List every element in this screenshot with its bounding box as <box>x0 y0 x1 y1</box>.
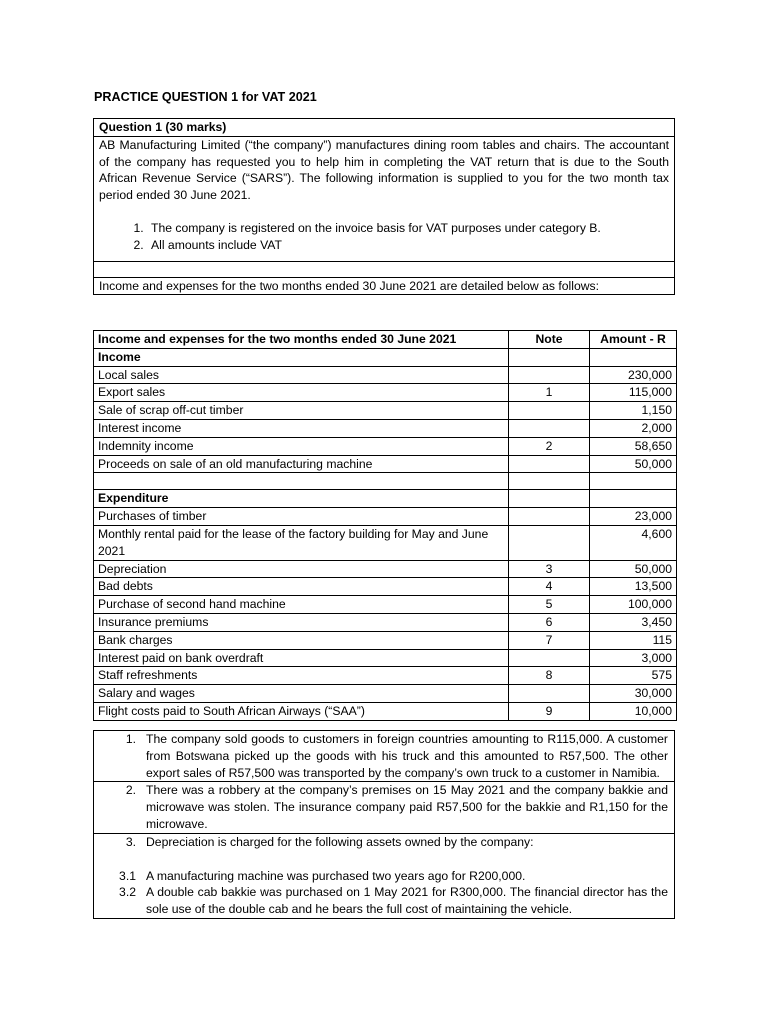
row-note: 8 <box>509 667 590 685</box>
row-amount <box>590 348 677 366</box>
note-subitem <box>94 884 668 918</box>
note-text: There was a robbery at the company’s premises on 15 May 2021 and the company bakkie and microwave was stolen. The insurance company paid R57,500 for the bakkie and R1,150 for the microwave. <box>146 783 668 831</box>
row-label: Interest income <box>94 419 509 437</box>
row-label: Flight costs paid to South African Airways (“SAA”) <box>94 702 509 720</box>
row-label: Staff refreshments <box>94 667 509 685</box>
row-label: Proceeds on sale of an old manufacturing machine <box>94 455 509 473</box>
row-amount: 4,600 <box>590 525 677 560</box>
table-row <box>94 596 677 614</box>
table-row <box>94 384 677 402</box>
question-point: 1. The company is registered on the invoice basis for VAT purposes under category B. <box>147 220 669 237</box>
row-label: Export sales <box>94 384 509 402</box>
row-amount: 2,000 <box>590 419 677 437</box>
table-row <box>94 525 677 560</box>
row-label: Income <box>94 348 509 366</box>
row-note: 6 <box>509 613 590 631</box>
header-amount: Amount - R <box>590 331 677 349</box>
header-description: Income and expenses for the two months ended 30 June 2021 <box>94 331 509 349</box>
row-amount: 30,000 <box>590 685 677 703</box>
row-amount: 13,500 <box>590 578 677 596</box>
table-row <box>94 560 677 578</box>
table-row <box>94 473 677 490</box>
table-row <box>94 348 677 366</box>
note-item <box>94 834 668 851</box>
question-point: 2. All amounts include VAT <box>147 237 669 254</box>
question-box <box>93 118 675 295</box>
row-note <box>509 525 590 560</box>
row-amount: 575 <box>590 667 677 685</box>
table-row <box>94 613 677 631</box>
row-amount: 3,000 <box>590 649 677 667</box>
note-item <box>94 731 668 781</box>
row-note: 9 <box>509 702 590 720</box>
row-note <box>509 490 590 508</box>
question-intro: AB Manufacturing Limited (“the company”) manufactures dining room tables and chairs. The accountant of the company has requested you to help him in completing the VAT return that is due to the South African Revenue Service (“SARS”). The following information is supplied to you for the two month tax period ended 30 June 2021. <box>99 137 669 203</box>
row-amount: 3,450 <box>590 613 677 631</box>
row-amount: 23,000 <box>590 508 677 526</box>
row-amount: 50,000 <box>590 560 677 578</box>
empty-row <box>94 261 675 277</box>
note-cell-1 <box>94 731 675 782</box>
table-row <box>94 419 677 437</box>
note-number: 3.1 <box>119 868 136 883</box>
row-note <box>509 649 590 667</box>
row-amount: 58,650 <box>590 437 677 455</box>
row-amount: 10,000 <box>590 702 677 720</box>
row-label: Insurance premiums <box>94 613 509 631</box>
row-note <box>509 402 590 420</box>
question-body <box>94 136 675 261</box>
note-number: 2. <box>125 783 136 798</box>
note-text: A manufacturing machine was purchased two years ago for R200,000. <box>146 868 526 883</box>
row-label: Expenditure <box>94 490 509 508</box>
row-label: Sale of scrap off-cut timber <box>94 402 509 420</box>
row-note: 4 <box>509 578 590 596</box>
row-label: Interest paid on bank overdraft <box>94 649 509 667</box>
note-text: A double cab bakkie was purchased on 1 May 2021 for R300,000. The financial director has the sole use of the double cab and he bears the full cost of maintaining the vehicle. <box>146 885 668 917</box>
table-row <box>94 366 677 384</box>
table-row <box>94 402 677 420</box>
table-row <box>94 667 677 685</box>
income-expenses-table <box>93 330 677 721</box>
row-amount <box>590 490 677 508</box>
note-number: 3.2 <box>119 885 136 900</box>
row-amount <box>590 473 677 490</box>
table-row <box>94 455 677 473</box>
row-label: Bad debts <box>94 578 509 596</box>
note-item <box>94 782 668 832</box>
row-label: Purchases of timber <box>94 508 509 526</box>
row-note <box>509 348 590 366</box>
row-note: 1 <box>509 384 590 402</box>
row-note <box>509 473 590 490</box>
table-row <box>94 685 677 703</box>
row-label: Salary and wages <box>94 685 509 703</box>
table-row <box>94 578 677 596</box>
row-amount: 100,000 <box>590 596 677 614</box>
note-text: Depreciation is charged for the following assets owned by the company: <box>146 834 534 849</box>
row-note <box>509 419 590 437</box>
table-row <box>94 649 677 667</box>
table-header-row <box>94 331 677 349</box>
row-label <box>94 473 509 490</box>
row-note <box>509 685 590 703</box>
table-row <box>94 631 677 649</box>
row-amount: 115,000 <box>590 384 677 402</box>
row-note: 2 <box>509 437 590 455</box>
table-row <box>94 490 677 508</box>
note-number: 3. <box>125 834 136 849</box>
header-note: Note <box>509 331 590 349</box>
row-label: Monthly rental paid for the lease of the factory building for May and June 2021 <box>94 525 509 560</box>
note-cell-2 <box>94 782 675 833</box>
row-label: Bank charges <box>94 631 509 649</box>
page-title: PRACTICE QUESTION 1 for VAT 2021 <box>94 90 317 104</box>
row-amount: 115 <box>590 631 677 649</box>
question-footer: Income and expenses for the two months ended 30 June 2021 are detailed below as follows: <box>94 277 675 295</box>
row-label: Depreciation <box>94 560 509 578</box>
row-note: 7 <box>509 631 590 649</box>
question-heading: Question 1 (30 marks) <box>94 119 675 137</box>
row-label: Indemnity income <box>94 437 509 455</box>
note-text: The company sold goods to customers in foreign countries amounting to R115,000. A customer from Botswana picked up the goods with his truck and this amounted to R57,500. The other export sales of R57,500 was transported by the company’s own truck to a customer in Namibia. <box>146 732 668 780</box>
note-subitem <box>94 868 668 885</box>
row-note <box>509 508 590 526</box>
note-number: 1. <box>125 732 136 746</box>
row-amount: 50,000 <box>590 455 677 473</box>
note-cell-3 <box>94 833 675 918</box>
row-amount: 230,000 <box>590 366 677 384</box>
notes-box <box>93 730 675 919</box>
row-note <box>509 366 590 384</box>
row-label: Purchase of second hand machine <box>94 596 509 614</box>
row-note: 5 <box>509 596 590 614</box>
row-label: Local sales <box>94 366 509 384</box>
question-points <box>99 220 669 254</box>
table-row <box>94 702 677 720</box>
row-amount: 1,150 <box>590 402 677 420</box>
row-note: 3 <box>509 560 590 578</box>
table-row <box>94 508 677 526</box>
row-note <box>509 455 590 473</box>
table-row <box>94 437 677 455</box>
spacer <box>94 851 668 868</box>
